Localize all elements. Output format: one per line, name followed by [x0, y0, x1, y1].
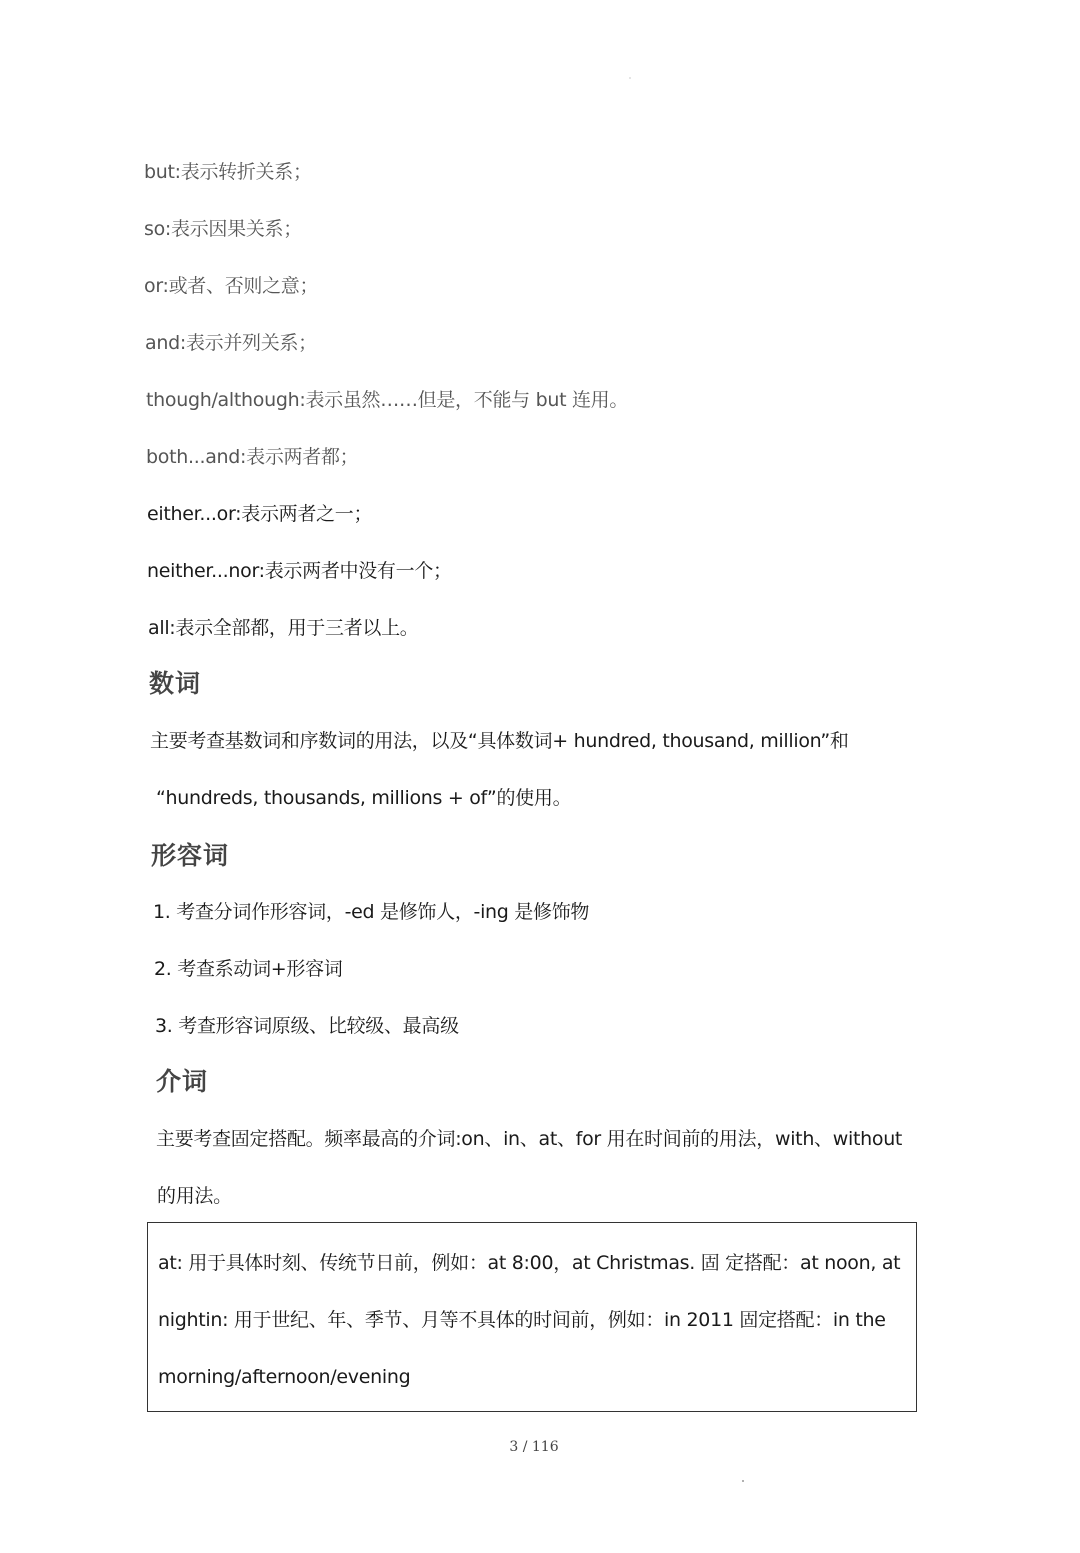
numerals-paragraph-line-2: “hundreds, thousands, millions + of”的使用。 [156, 787, 572, 809]
conjunction-line-either-or: either...or:表示两者之一； [147, 503, 373, 525]
adjectives-item-3: 3. 考查形容词原级、比较级、最高级 [155, 1015, 459, 1037]
preposition-example-box [147, 1222, 917, 1412]
adjectives-item-1: 1. 考查分词作形容词，-ed 是修饰人，-ing 是修饰物 [153, 901, 590, 923]
heading-numerals: 数词 [149, 669, 202, 698]
scan-speck [629, 77, 631, 79]
heading-prepositions: 介词 [156, 1067, 209, 1096]
numerals-paragraph-line-1: 主要考查基数词和序数词的用法，以及“具体数词+ hundred, thousand, million”和 [150, 730, 849, 752]
box-line-1: at: 用于具体时刻、传统节日前，例如：at 8:00，at Christmas. 固 定搭配：at noon, at [158, 1252, 901, 1274]
scan-speck [742, 1480, 744, 1482]
adjectives-item-2: 2. 考查系动词+形容词 [154, 958, 343, 980]
page-number: 3 / 116 [509, 1439, 559, 1455]
conjunction-line-so: so:表示因果关系； [144, 218, 302, 240]
conjunction-line-both-and: both...and:表示两者都； [146, 446, 359, 468]
conjunction-line-though: though/although:表示虽然……但是，不能与 but 连用。 [146, 389, 629, 411]
prepositions-paragraph-line-2: 的用法。 [157, 1185, 232, 1207]
conjunction-line-but: but:表示转折关系； [144, 161, 312, 183]
conjunction-line-all: all:表示全部都，用于三者以上。 [148, 617, 419, 639]
conjunction-line-and: and:表示并列关系； [145, 332, 317, 354]
conjunction-line-neither-nor: neither...nor:表示两者中没有一个； [147, 560, 452, 582]
box-line-3: morning/afternoon/evening [158, 1366, 411, 1388]
box-line-2: nightin: 用于世纪、年、季节、月等不具体的时间前，例如：in 2011 固定搭配：in the [158, 1309, 886, 1331]
conjunction-line-or: or:或者、否则之意； [144, 275, 319, 297]
heading-adjectives: 形容词 [151, 841, 230, 870]
prepositions-paragraph-line-1: 主要考查固定搭配。频率最高的介词:on、in、at、for 用在时间前的用法，with、without [156, 1128, 903, 1150]
